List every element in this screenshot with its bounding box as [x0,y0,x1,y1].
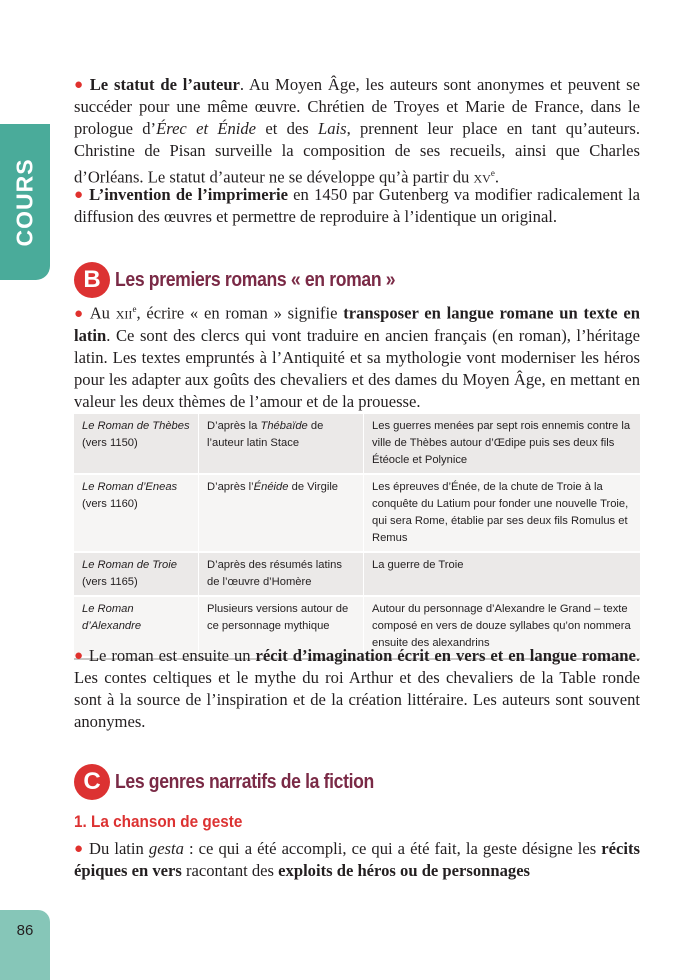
table-cell-description: Autour du personnage d’Alexandre le Grand – texte composé en vers de douze syllabes qu’on nommera ensuite des alexandrins [364,597,640,658]
table-cell-description: Les guerres menées par sept rois ennemis contre la ville de Thèbes autour d’Œdipe puis ses deux fils Étéocle et Polynice [364,414,640,475]
subsection-heading [74,812,640,832]
section-title: Les premiers romans « en roman » [115,268,396,291]
table-row [74,553,640,597]
bullet-icon: ● [74,648,84,664]
work-title: Érec et Énide [156,119,257,138]
section-title: Les genres narratifs de la fiction [115,770,374,793]
subsection-title: 1. La chanson de geste [74,812,243,831]
section-b-heading [74,262,640,298]
work-title: Lais [317,119,347,138]
table-cell-description: Les épreuves d’Énée, de la chute de Troie à la conquête du Latium pour fonder une nouvelle Troie, qui sera Rome, établie par ses deux fils Romulus et Remus [364,475,640,553]
bullet-icon: ● [74,77,85,93]
table-row [74,414,640,475]
table-cell-source: D’après la Thébaïde de l’auteur latin Stace [199,414,364,475]
section-letter-badge: B [74,262,110,298]
paragraph-roman-imagination: ● Le roman est ensuite un récit d’imagination écrit en vers et en langue romane. Les contes celtiques et le mythe du roi Arthur et des chevaliers de la Table ronde sont à la source de l’inspiration et de la création littéraire. Les auteurs sont souvent anonymes. [74,646,640,731]
table-row [74,475,640,553]
bullet-icon: ● [74,305,85,322]
table-cell-source: Plusieurs versions autour de ce personnage mythique [199,597,364,658]
table-cell-source: D’après des résumés latins de l’œuvre d’Homère [199,553,364,597]
table-cell-description: La guerre de Troie [364,553,640,597]
bullet-icon: ● [74,187,85,203]
bold-term: transposer en langue romane un texte en latin [74,303,640,345]
table-cell-title: Le Roman d’Eneas (vers 1160) [74,475,199,553]
bold-term: récit d’imagination écrit en vers et en langue romane [255,646,636,665]
section-letter-badge: C [74,764,110,800]
paragraph-chanson-de-geste: ● Du latin gesta : ce qui a été accompli, ce qui a été fait, la geste désigne les récits épiques en vers racontant des exploits de héros ou de personnages [74,839,640,880]
bullet-icon: ● [74,841,84,857]
side-tab-cours [0,124,50,280]
bold-term: exploits de héros ou de personnages [278,861,531,880]
romans-table [74,414,640,658]
table-cell-source: D’après l’Énéide de Virgile [199,475,364,553]
romans-table-wrap [74,414,640,660]
paragraph-author-status: ● Le statut de l’auteur. Au Moyen Âge, les auteurs sont anonymes et peuvent se succéder pour une même œuvre. Chrétien de Troyes et Marie de France, dans le prologue d’Érec et Énide et des Lais, prennent leur place en tant qu’auteurs. Christine de Pisan surveille la composition de ses recueils, ainsi que Charles d’Orléans. Le statut d’auteur ne se développe qu’à partir du $xv^e$. [74,75,640,187]
bold-term: L’invention de l’imprimerie [89,185,288,204]
paragraph-printing: ● L’invention de l’imprimerie en 1450 par Gutenberg va modifier radicalement la diffusion des œuvres et permettre de reproduire à l’identique un original. [74,185,640,226]
paragraph-en-roman: ● Au xii$^e$, écrire « en roman » signifie transposer en langue romane un texte en latin. Ce sont des clercs qui vont traduire en ancien français (en roman), l’héritage latin. Les textes empruntés à l’Antiquité et sa mythologie vont moderniser les héros pour les adapter aux goûts des chevaliers et des dames du Moyen Âge, en mettant en valeur les deux thèmes de l’amour et de la prouesse. [74,303,640,411]
bold-term: Le statut de l’auteur [89,75,240,94]
side-tab-label: COURS [11,157,38,247]
bold-term: récits épiques en vers [74,839,640,880]
table-cell-title: Le Roman de Troie (vers 1165) [74,553,199,597]
section-c-heading [74,764,640,800]
table-cell-title: Le Roman d’Alexandre [74,597,199,658]
page-number: 86 [0,910,50,980]
table-cell-title: Le Roman de Thèbes (vers 1150) [74,414,199,475]
